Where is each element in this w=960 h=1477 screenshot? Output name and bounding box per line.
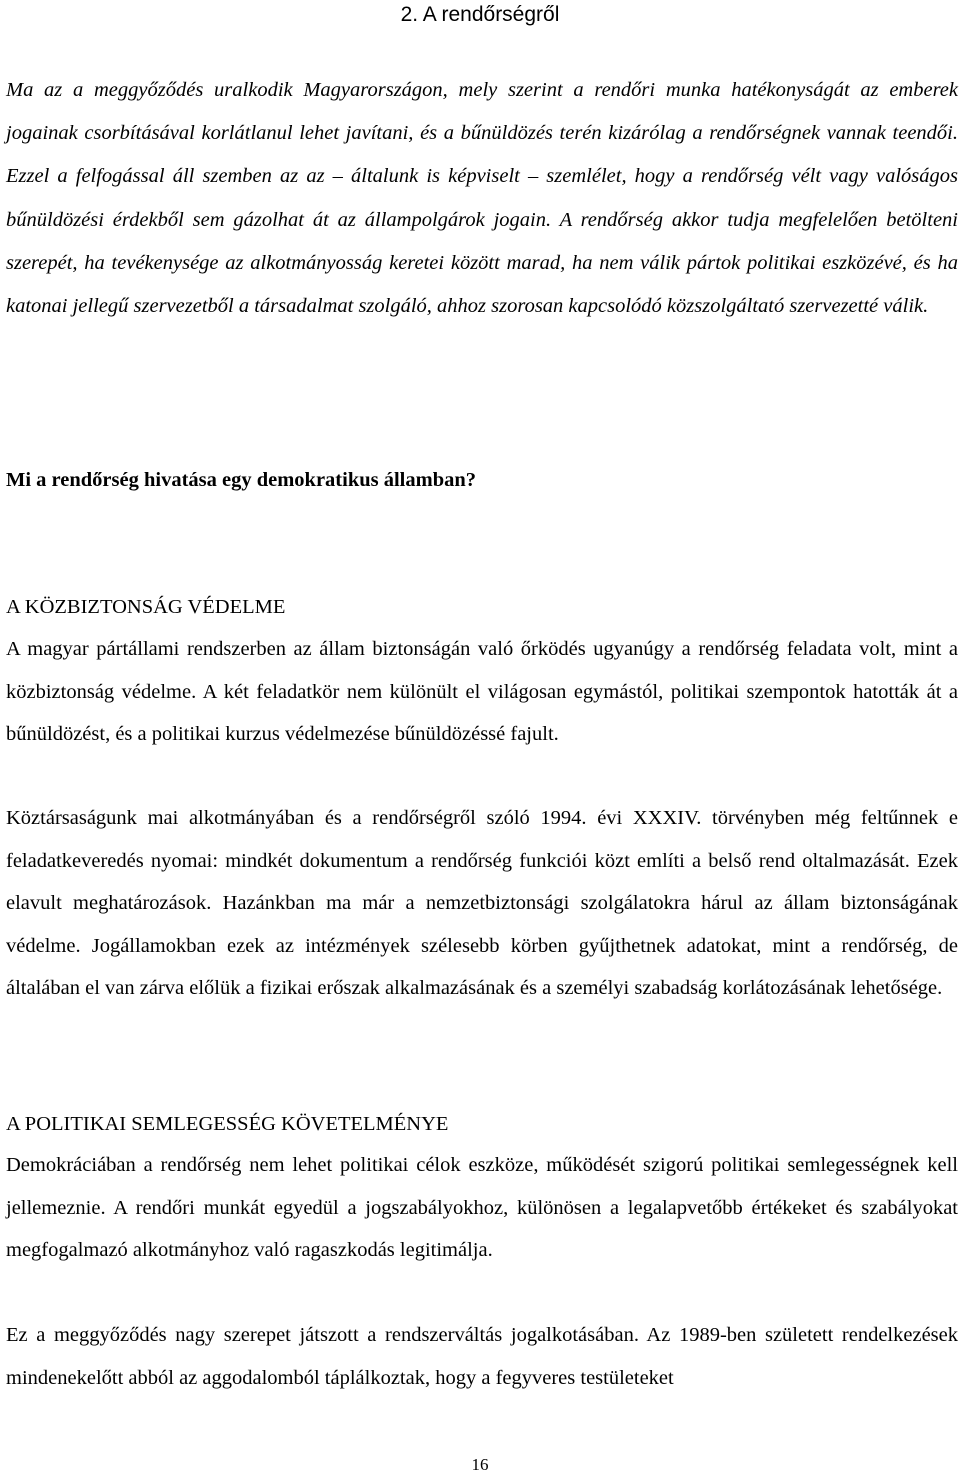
body-paragraph: Ez a meggyőződés nagy szerepet játszott a rendszerváltás jogalkotásában. Az 1989-ben született rendelkezések mindenekelőtt abból az aggodalomból táplálkoztak, hogy a fegyveres testületeket (6, 1324, 958, 1389)
page-title: 2. A rendőrségről (400, 3, 560, 26)
page-number: 16 (471, 1455, 489, 1474)
body-paragraph: A magyar pártállami rendszerben az állam biztonságán való őrködés ugyanúgy a rendőrség feladata volt, mint a közbiztonság védelme. A két feladatkör nem különült el világosan egymástól, politikai szempontok hatották át a bűnüldözést, és a politikai kurzus védelmezése bűnüldözéssé fajult. (6, 638, 958, 745)
intro-paragraph: Ma az a meggyőződés uralkodik Magyarországon, mely szerint a rendőri munka hatékonyságát az emberek jogainak csorbításával korlátlanul lehet javítani, és a bűnüldözés terén kizárólag a rendőrségnek vannak teendői. Ezzel a felfogással áll szemben az az – általunk is képviselt – szemlélet, hogy a rendőrség vélt vagy valóságos bűnüldözési érdekből sem gázolhat át az állampolgárok jogain. A rendőrség akkor tudja megfelelően betölteni szerepét, ha tevékenysége az alkotmányosság keretei között marad, ha nem válik pártok politikai eszközévé, és ha katonai jellegű szervezetből a társadalmat szolgáló, ahhoz szorosan kapcsolódó közszolgáltató szervezetté válik. (6, 79, 958, 318)
body-paragraph: Demokráciában a rendőrség nem lehet politikai célok eszköze, működését szigorú politikai semlegességnek kell jellemeznie. A rendőri munkát egyedül a jogszabályokhoz, különösen a legalapvetőbb értékeket és szabályokat megfogalmazó alkotmányhoz való ragaszkodás legitimálja. (6, 1154, 958, 1261)
section-heading-kozbiztonsag: A KÖZBIZTONSÁG VÉDELME (6, 596, 286, 618)
section-heading-politikai-semlegesseg: A POLITIKAI SEMLEGESSÉG KÖVETELMÉNYE (6, 1113, 449, 1135)
body-paragraph: Köztársaságunk mai alkotmányában és a rendőrségről szóló 1994. évi XXXIV. törvényben még feltűnnek e feladatkeveredés nyomai: mindkét dokumentum a rendőrség funkciói közt említi a belső rend oltalmazását. Ezek elavult meghatározások. Hazánkban ma már a nemzetbiztonsági szolgálatokra hárul az állam biztonságának védelme. Jogállamokban ezek az intézmények szélesebb körben gyűjthetnek adatokat, mint a rendőrség, de általában el van zárva előlük a fizikai erőszak alkalmazásának és a személyi szabadság korlátozásának lehetősége. (6, 807, 958, 999)
section-question: Mi a rendőrség hivatása egy demokratikus államban? (6, 469, 476, 491)
